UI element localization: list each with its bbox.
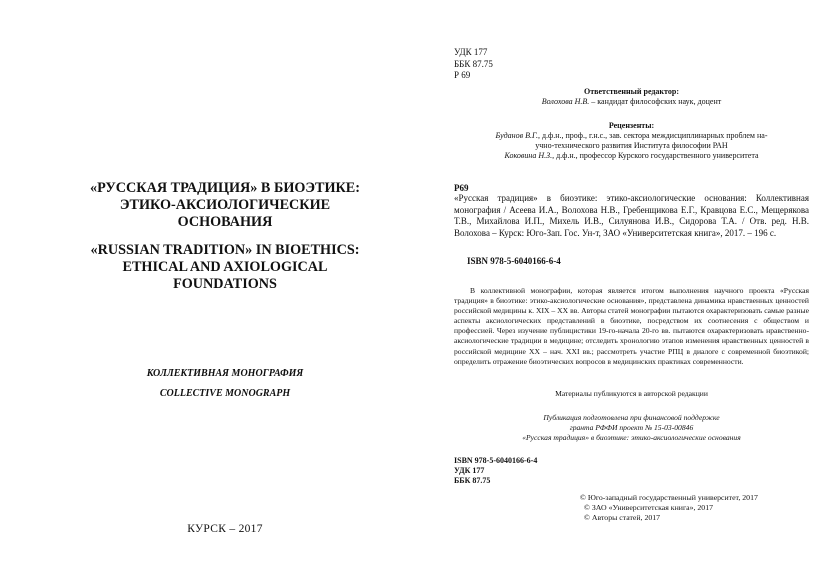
classification-codes: УДК 177 ББК 87.75 Р 69: [454, 47, 493, 80]
book-title-russian: «РУССКАЯ ТРАДИЦИЯ» В БИОЭТИКЕ: ЭТИКО-АКСИОЛОГИЧЕСКИЕ ОСНОВАНИЯ: [89, 180, 360, 230]
genre-english: COLLECTIVE MONOGRAPH: [159, 388, 291, 399]
genre-russian: КОЛЛЕКТИВНАЯ МОНОГРАФИЯ: [146, 368, 304, 379]
isbn-block: ISBN 978-5-6040166-6-4 УДК 177 ББК 87.75: [454, 456, 538, 485]
isbn-main: ISBN 978-5-6040166-6-4: [467, 256, 561, 266]
bibliographic-description: «Русская традиция» в биоэтике: этико-аксиологические основания: Коллективная монография / Асеева И.А., Волохова Н.В., Гребенщикова Е.Г., Кравцова Е.С., Мещерякова Т.В., Михайлова И.П., Михель И.В., Силуянова И.В., Сидорова Т.А. / Отв. ред. Н.В. Волохова – Курск: Юго-Зап. Гос. Ун-т, ЗАО «Университетская книга», 2017. – 196 с.: [454, 193, 809, 238]
city-year: КУРСК – 2017: [187, 523, 263, 535]
abstract: В коллективной монографии, которая является итогом выполнения научного проекта «Русская традиция» в биоэтике: этико-аксиологические основания», представлена динамика нравственных ценностей российской медицины к. XIX – XX вв. Авторы статей монографии пытаются охарактеризовать самые разные аспекты аксиологических представлений в биоэтике, посредством их соотнесения с обществом и профессией. Через изучение публицистики 19-го-начала 20-го вв. пытаются охарактеризовать нравственно-аксиологические традиции в медицине; отследить хронологию этапов изменения нравственных ценностей в российской медицине XX – нач. XXI вв.; рассмотреть участие РПЦ в диалоге с современной биоэтикой; определить отражение биоэтических вопросов в медицинских практиках современности.: [454, 286, 809, 366]
reviewers: Рецензенты: Буданов В.Г., д.ф.н., проф., г.н.с., зав. сектора междисциплинарных проблем на- учно-технического развития Института философии РАН Коковина Н.З., д.ф.н., профессор Курского государственного университета: [495, 121, 768, 160]
book-title-english: «RUSSIAN TRADITION» IN BIOETHICS: ETHICAL AND AXIOLOGICAL FOUNDATIONS: [90, 242, 360, 292]
author-mark: Р69: [454, 183, 469, 193]
materials-note: Материалы публикуются в авторской редакции: [555, 389, 708, 398]
responsible-editor: Ответственный редактор: Волохова Н.В. – кандидат философских наук, доцент: [541, 87, 722, 106]
imprint-page: [420, 0, 819, 579]
funding-note: Публикация подготовлена при финансовой поддержке гранта РФФИ проект № 15-03-00846 «Русская традиция» в биоэтике: этико-аксиологические основания: [522, 413, 741, 442]
copyright-block: © Юго-западный государственный университет, 2017 © ЗАО «Университетская книга», 2017 © Авторы статей, 2017: [580, 493, 758, 523]
